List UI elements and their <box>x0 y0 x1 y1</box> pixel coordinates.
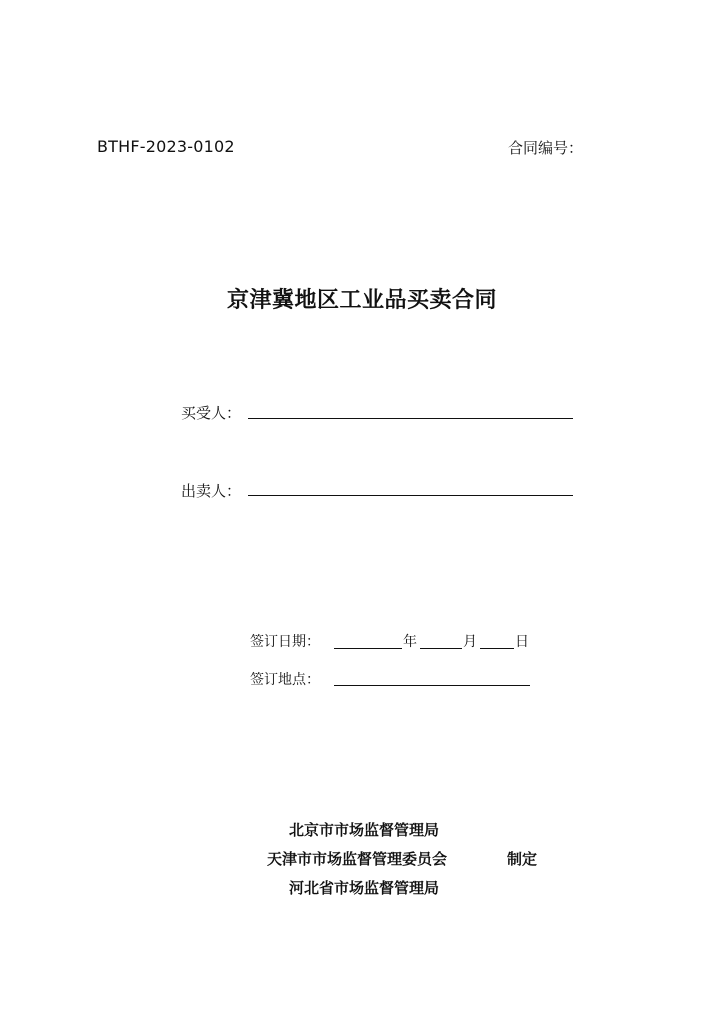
issuer-beijing: 北京市市场监督管理局 <box>289 821 440 839</box>
issuer-tianjin: 天津市市场监督管理委员会 <box>267 850 448 868</box>
signing-place-label: 签订地点： <box>250 672 320 688</box>
buyer-label: 买受人： <box>181 404 242 422</box>
contract-number-label: 合同编号： <box>508 139 584 157</box>
day-blank-line <box>480 648 514 649</box>
issuer-suffix: 制定 <box>507 850 538 868</box>
month-label: 月 <box>463 634 477 650</box>
document-title: 京津冀地区工业品买卖合同 <box>226 287 497 313</box>
issuer-hebei: 河北省市场监督管理局 <box>289 879 440 897</box>
day-label: 日 <box>515 634 529 650</box>
document-code: BTHF-2023-0102 <box>97 137 235 156</box>
place-blank-line <box>334 685 530 686</box>
buyer-blank-line <box>248 418 573 419</box>
year-label: 年 <box>403 634 417 650</box>
seller-label: 出卖人： <box>181 482 242 500</box>
seller-blank-line <box>248 495 573 496</box>
year-blank-line <box>334 648 402 649</box>
signing-date-label: 签订日期： <box>250 634 320 650</box>
month-blank-line <box>420 648 462 649</box>
